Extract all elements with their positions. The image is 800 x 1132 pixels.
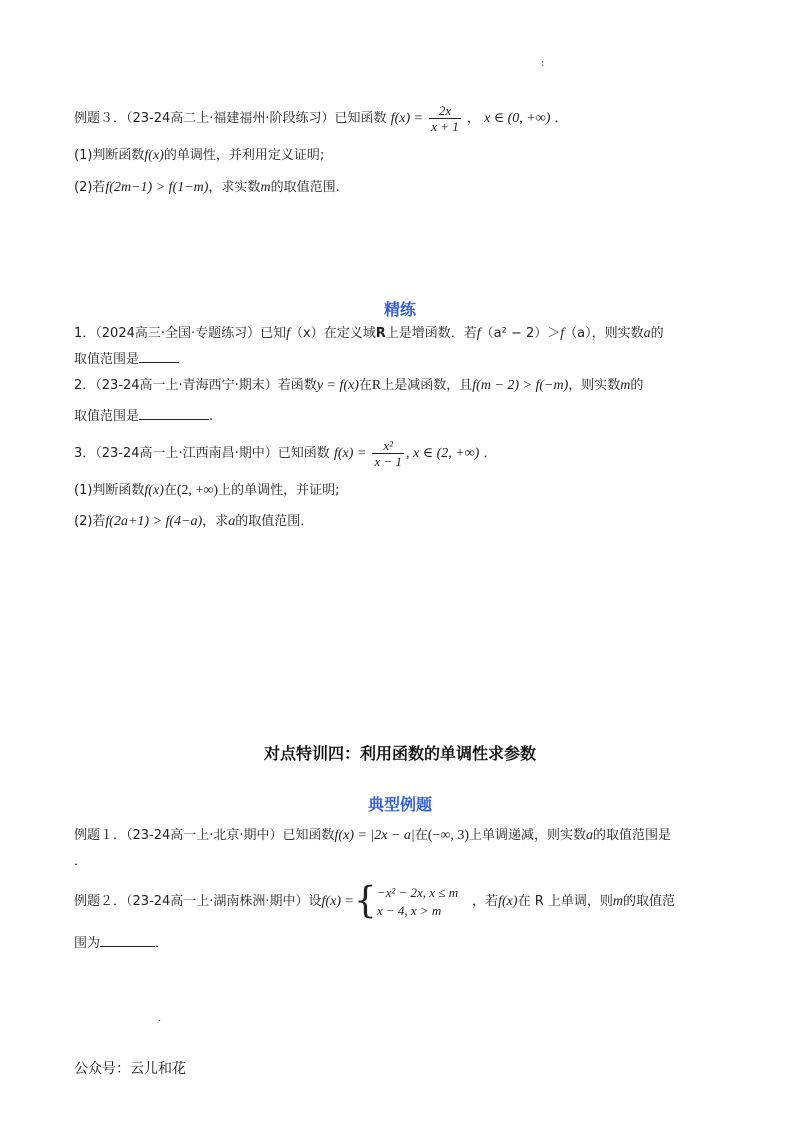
- practice-3-q1: [74, 481, 339, 501]
- stray-mark: :: [541, 58, 545, 69]
- e1-mid2: 上单调递减，则实数: [469, 828, 587, 843]
- example-3-q1: [74, 146, 324, 166]
- section4-example-2-line2: [74, 932, 168, 954]
- p3-q1-interval: (2, +∞): [176, 483, 219, 498]
- p1-mid4: ＞: [547, 326, 561, 341]
- example-3-q2: [74, 178, 349, 198]
- fraction-denominator: x − 1: [374, 454, 403, 469]
- practice-3: [74, 438, 497, 469]
- p1-mid5: （a），则实数: [564, 326, 644, 341]
- example-3-label: 例题３．（23-24高二上·福建福州·阶段练习）已知函数: [74, 111, 387, 126]
- p3-end: ．: [483, 446, 497, 461]
- p3-q2-inequality: f(2a+1) > f(4−a): [105, 514, 203, 529]
- p1-f2: f: [476, 326, 481, 341]
- e2-mid2: 在 R 上单调，则: [517, 894, 613, 909]
- p3-q1-prefix: (1)判断函数: [74, 483, 145, 498]
- p1-line2: 取值范围是: [74, 352, 140, 367]
- practice-1-line2: [74, 348, 179, 370]
- p2-equation: y = f(x): [316, 378, 359, 393]
- p3-q1-suffix: 上的单调性，并证明;: [218, 483, 340, 498]
- p1-mid2: 上是增函数．若: [385, 326, 477, 341]
- answer-blank[interactable]: [139, 348, 179, 363]
- practice-3-q2: [74, 512, 313, 532]
- section4-example-2: [74, 882, 675, 922]
- e2-mid1: ，若: [472, 894, 499, 909]
- e1-interval: (−∞, 3): [427, 828, 469, 843]
- fraction: [429, 103, 461, 134]
- p1-R: R: [375, 326, 386, 341]
- p1-mid1: （x）在定义域: [290, 326, 376, 341]
- p1-suffix: 的: [650, 326, 664, 341]
- p1-f3: f: [560, 326, 565, 341]
- answer-blank[interactable]: [139, 405, 209, 420]
- q2-variable: m: [260, 180, 271, 195]
- e2-function: f(x) =: [321, 894, 354, 909]
- practice-1: [74, 324, 664, 344]
- q2-inequality: f(2m−1) > f(1−m): [105, 180, 209, 195]
- p2-inequality: f(m − 2) > f(−m): [472, 378, 569, 393]
- p3-q2-prefix: (2)若: [74, 514, 106, 529]
- stray-dot: ·: [158, 1016, 162, 1027]
- p2-mid3: ，则实数: [568, 378, 621, 393]
- e1-mid1: 在: [414, 828, 428, 843]
- p3-domain: , x ∈ (2, +∞): [406, 446, 480, 461]
- practice-2: [74, 376, 643, 396]
- section-subtitle: 典型例题: [367, 795, 432, 814]
- footer-account: 公众号：云儿和花: [74, 1061, 186, 1077]
- answer-blank[interactable]: [100, 932, 155, 947]
- p2-line2: 取值范围是: [74, 409, 140, 424]
- separator: ，: [466, 111, 480, 126]
- e1-function: f(x) = |2x − a|: [334, 828, 415, 843]
- p1-prefix: 1．（2024高三·全国·专题练习）已知: [74, 326, 287, 341]
- fraction-numerator: x²: [372, 438, 404, 454]
- e2-f: f(x): [498, 894, 518, 909]
- p2-variable: m: [620, 378, 631, 393]
- q2-suffix: 的取值范围．: [270, 180, 349, 195]
- period: ．: [554, 111, 568, 126]
- q1-suffix: 的单调性，并利用定义证明;: [163, 148, 325, 163]
- e1-suffix: 的取值范围是: [593, 828, 672, 843]
- e2-line2: 围为: [74, 936, 101, 951]
- e1-line2: ．: [74, 854, 88, 869]
- p2-prefix: 2．（23-24高一上·青海西宁·期末）若函数: [74, 378, 317, 393]
- q2-prefix: (2)若: [74, 180, 106, 195]
- e2-prefix: 例题２．（23-24高一上·湖南株洲·期中）设: [74, 894, 322, 909]
- p3-q2-mid: ，求: [202, 514, 229, 529]
- p3-prefix: 3．（23-24高一上·江西南昌·期中）已知函数: [74, 446, 330, 461]
- p2-end: .: [209, 409, 214, 424]
- section-title: 对点特训四：利用函数的单调性求参数: [263, 744, 536, 763]
- example-3-statement: [74, 103, 568, 134]
- practice-heading: 精练: [383, 300, 416, 319]
- function-def: f(x) =: [390, 111, 424, 126]
- e2-variable: m: [612, 894, 623, 909]
- section4-example-1: [74, 826, 671, 846]
- e2-end: ．: [155, 936, 169, 951]
- q1-prefix: (1)判断函数: [74, 148, 145, 163]
- p2-mid2: 上是减函数，且: [381, 378, 473, 393]
- fraction-numerator: 2x: [429, 103, 461, 119]
- fraction: [372, 438, 404, 469]
- fraction-denominator: x + 1: [431, 119, 459, 134]
- p3-q1-mid: 在: [163, 483, 177, 498]
- e1-prefix: 例题１．（23-24高一上·北京·期中）已知函数: [74, 828, 335, 843]
- p3-function: f(x) =: [333, 446, 367, 461]
- practice-2-line2: [74, 405, 213, 427]
- q1-function: f(x): [144, 148, 164, 163]
- section4-example-1-line2: [74, 852, 87, 872]
- p2-mid1: 在: [358, 378, 372, 393]
- e2-suffix: 的取值范: [623, 894, 676, 909]
- p3-q2-variable: a: [228, 514, 236, 529]
- p3-q2-suffix: 的取值范围．: [235, 514, 314, 529]
- p1-mid3: （a² − 2）: [480, 326, 548, 341]
- left-brace-icon: {: [353, 880, 377, 922]
- p3-q1-function: f(x): [144, 483, 164, 498]
- p2-suffix: 的: [630, 378, 644, 393]
- domain: x ∈ (0, +∞): [484, 111, 551, 126]
- piecewise-cases: [377, 884, 458, 920]
- p1-variable: a: [643, 326, 651, 341]
- p1-f: f: [286, 326, 291, 341]
- q2-mid: ，求实数: [208, 180, 261, 195]
- e1-variable: a: [586, 828, 594, 843]
- case-1: −x² − 2x, x ≤ m: [376, 884, 459, 900]
- case-2: x − 4, x > m: [376, 902, 442, 918]
- p2-R: R: [371, 378, 382, 393]
